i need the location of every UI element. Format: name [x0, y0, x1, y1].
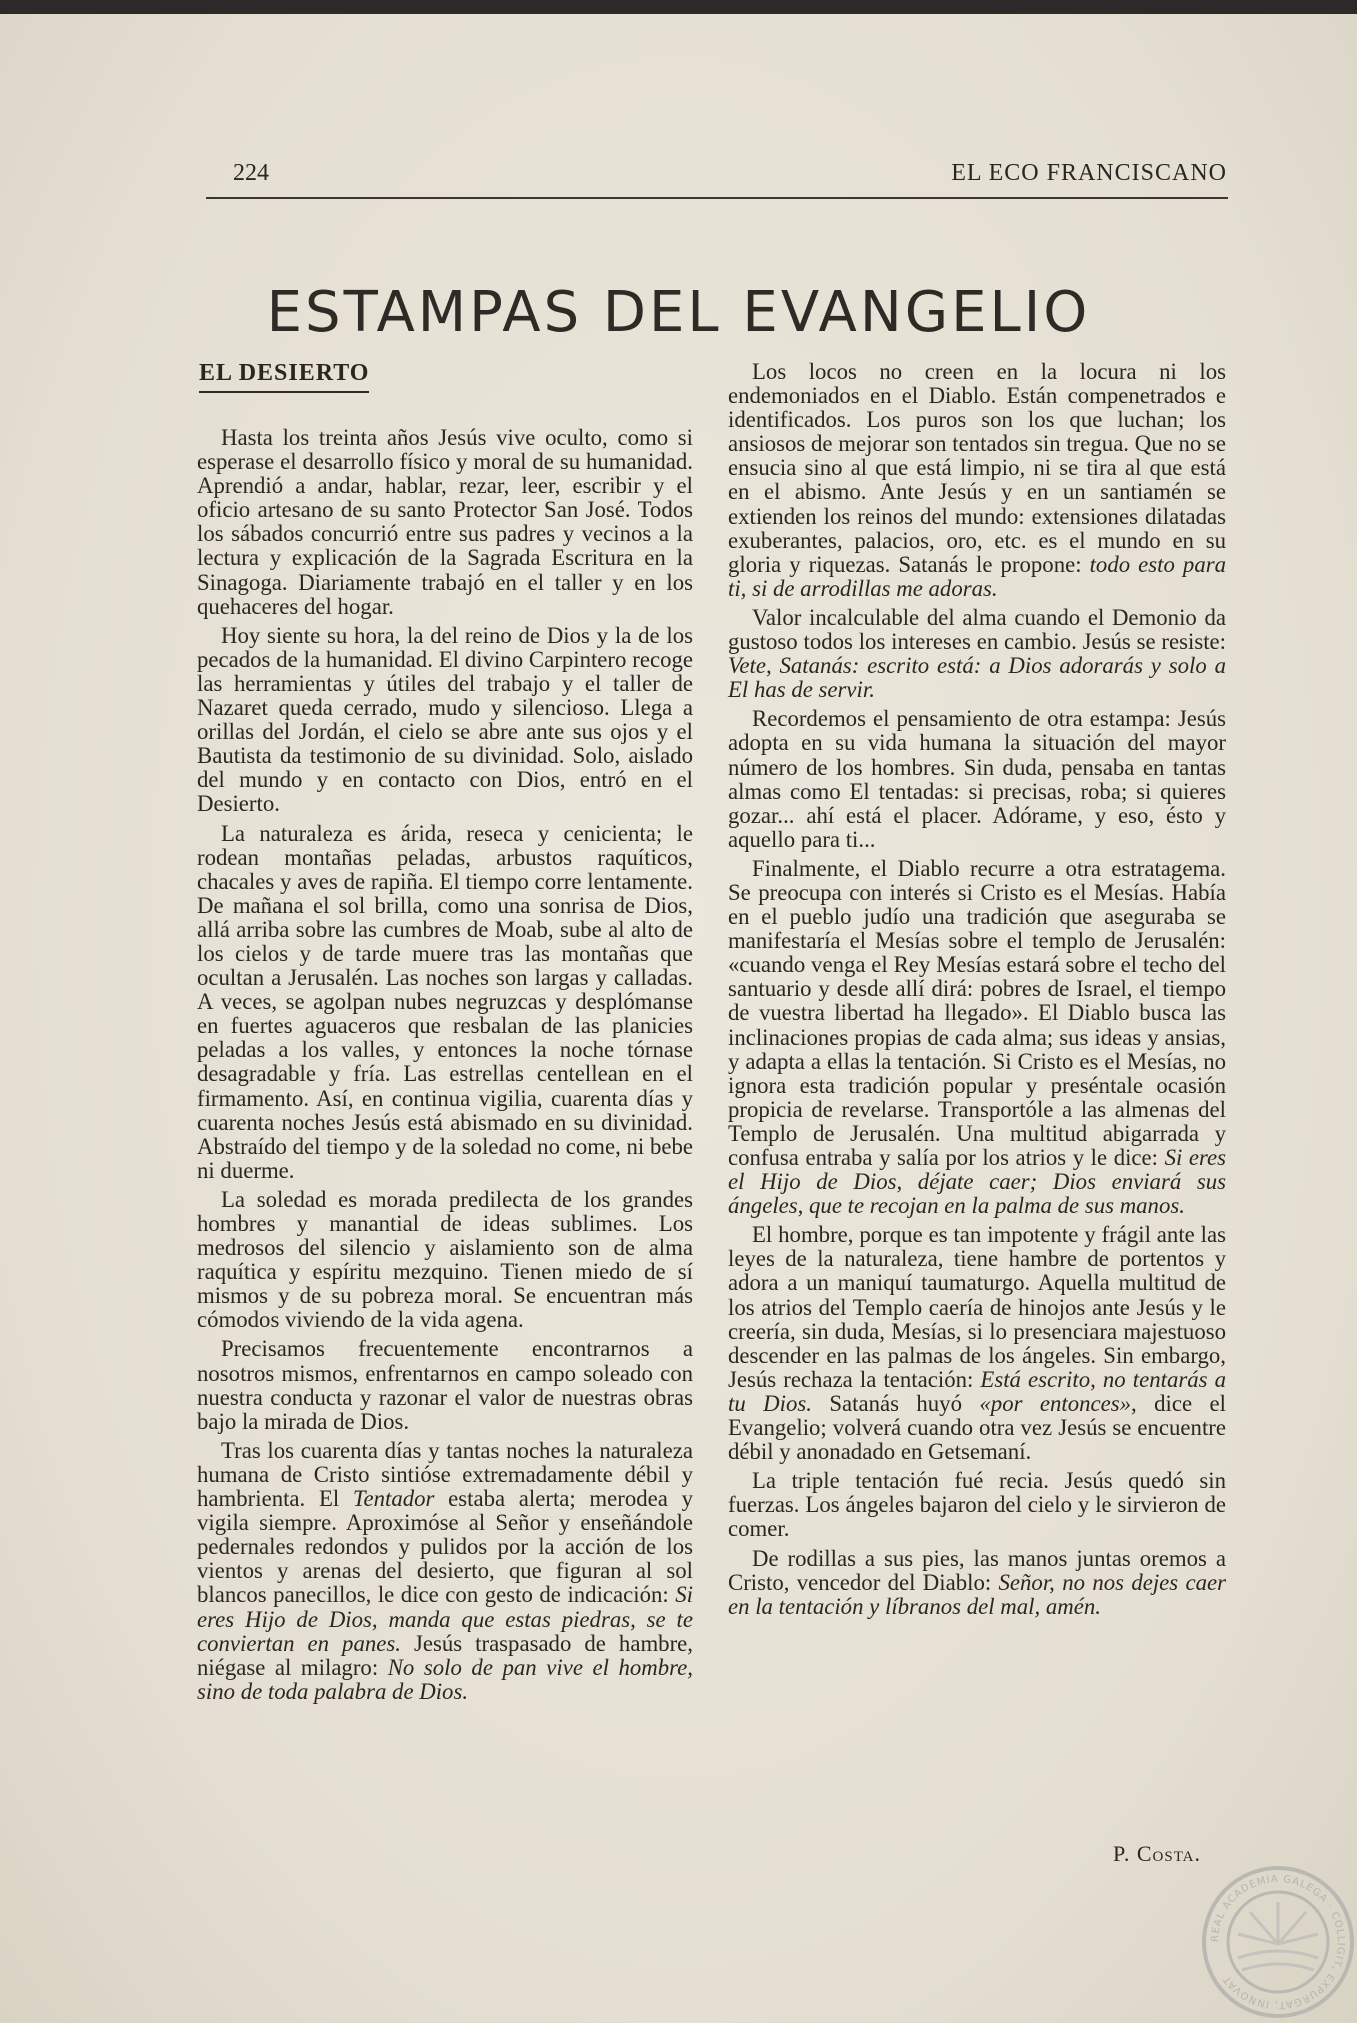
article-title: ESTAMPAS DEL EVANGELIO: [266, 279, 1091, 345]
paragraph: La soledad es morada predilecta de los grandes hombres y manantial de ideas sublimes. Los medrosos del silencio y aislamiento son de alma raquítica y espíritu mezquino. Tienen miedo de sí mismos y de su pobreza moral. Se encuentran más cómodos viviendo de la vida agena.: [197, 1186, 693, 1333]
paragraph: Precisamos frecuentemente encontrarnos a nosotros mismos, enfrentarnos en campo soleado con nuestra conducta y razonar el valor de nuestras obras bajo la mirada de Dios.: [197, 1336, 693, 1434]
paragraph: [728, 857, 1226, 1218]
journal-title: EL ECO FRANCISCANO: [951, 160, 1227, 186]
left-column: [197, 426, 693, 1709]
paragraph: [728, 606, 1226, 702]
text-run: estaba alerta; merodea y vigila siempre. Aproximóse al Señor y enseñándole pedernales redondos y pulidos por la acción de los vientos y arenas del desierto, que figuran al sol blancos panecillos, le dice con gesto de indicación:: [197, 1486, 693, 1608]
italic-run: Tentador: [352, 1486, 435, 1512]
paragraph: [728, 1547, 1226, 1619]
italic-run: todo esto para ti, si de arrodillas me adoras.: [728, 551, 1226, 601]
paragraph: Recordemos el pensamiento de otra estampa: Jesús adopta en su vida humana la situación del mayor número de los hombres. Sin duda, pensaba en tantas almas como El tentadas: si precisas, roba; si quieres gozar... ahí está el placer. Adórame, y eso, ésto y aquello para ti...: [728, 706, 1226, 852]
text-run: Satanás huyó: [811, 1390, 980, 1416]
text-run: , dice el Evangelio; volverá cuando otra vez Jesús se encuentre débil y anonadado en Getsemaní.: [728, 1390, 1226, 1465]
paragraph: La naturaleza es árida, reseca y cenicienta; le rodean montañas peladas, arbustos raquíticos, chacales y aves de rapiña. El tiempo corre lentamente. De mañana el sol brilla, como una sonrisa de Dios, allá arriba sobre las cumbres de Moab, sube al alto de los cielos y de tarde muere tras las montañas que ocultan a Jerusalén. Las noches son largas y calladas. A veces, se agolpan nubes negruzcas y desplómanse en fuertes aguaceros que resbalan de las planicies peladas a los valles, y entonces la noche tórnase desagradable y fría. Las estrellas centellean en el firmamento. Así, en continua vigilia, cuarenta días y cuarenta noches Jesús está abismado en su divinidad. Abstraído del tiempo y de la soledad no come, ni bebe ni duerme.: [197, 820, 693, 1183]
section-heading: EL DESIERTO: [199, 360, 369, 393]
page-number: 224: [233, 160, 269, 186]
text-run: Valor incalculable del alma cuando el Demonio da gustoso todos los intereses en cambio. Jesús se resiste:: [728, 604, 1226, 655]
italic-run: Si eres Hijo de Dios, manda que estas piedras, se te conviertan en panes.: [197, 1582, 693, 1656]
document-page: [0, 14, 1357, 2023]
paragraph: La triple tentación fué recia. Jesús quedó sin fuerzas. Los ángeles bajaron del cielo y le sirvieron de comer.: [728, 1468, 1226, 1542]
right-column: [728, 360, 1226, 1624]
text-run: Jesús traspasado de hambre, niégase al milagro:: [197, 1630, 693, 1680]
author-signature: P. Costa.: [1113, 1841, 1201, 1866]
paragraph: Hoy siente su hora, la del reino de Dios y la de los pecados de la humanidad. El divino Carpintero recoge las herramientas y útiles del trabajo y el taller de Nazaret queda cerrado, mudo y silencioso. Llega a orillas del Jordán, el cielo se abre ante sus ojos y el Bautista da testimonio de su divinidad. Solo, aislado del mundo y en contacto con Dios, entró en el Desierto.: [197, 622, 693, 817]
paragraph: [728, 360, 1226, 601]
italic-run: Señor, no nos dejes caer en la tentación y líbranos del mal, amén.: [728, 1569, 1226, 1619]
text-run: Tras los cuarenta días y tantas noches la naturaleza humana de Cristo sintióse extremadamente débil y hambrienta. El: [197, 1437, 693, 1512]
text-run: El hombre, porque es tan impotente y frágil ante las leyes de la naturaleza, tiene hambre de portentos y adora a un maniquí taumaturgo. Aquella multitud de los atrios del Templo caería de hinojos ante Jesús y le creería, sin duda, Mesías, si lo presenciara majestuoso descender en las palmas de los ángeles. Sin embargo, Jesús rechaza la tentación:: [728, 1222, 1226, 1392]
text-run: De rodillas a sus pies, las manos juntas oremos a Cristo, vencedor del Diablo:: [728, 1545, 1226, 1595]
italic-run: Vete, Satanás: escrito está: a Dios adorarás y solo a El has de servir.: [728, 653, 1226, 703]
text-run: Finalmente, el Diablo recurre a otra estratagema. Se preocupa con interés si Cristo es el Mesías. Había en el pueblo judío una tradición que aseguraba se manifestaría el Mesías sobre el templo de Jerusalén: «cuando venga el Rey Mesías estará sobre el techo del santuario y desde allí dirá: pobres de Israel, el tiempo de vuestra libertad ha llegado». El Diablo busca las inclinaciones propias de cada alma; sus ideas y ansias, y adapta a ellas la tentación. Si Cristo es el Mesías, no ignora esta tradición popular y preséntale ocasión propicia de revelarse. Transportóle a las almenas del Templo de Jerusalén. Una multitud abigarrada y confusa entraba y salía por los atrios y le dice:: [728, 855, 1226, 1170]
seal-text: REAL ACADEMIA GALEGA · COLLIGIT, EXPURGAT, INNOVAT: [1209, 1873, 1347, 2011]
academy-seal-stamp: [1198, 1862, 1357, 2022]
italic-run: Está escrito, no tentarás a tu Dios.: [728, 1366, 1226, 1416]
text-run: Los locos no creen en la locura ni los endemoniados en el Diablo. Están compenetrados e identificados. Los puros son los que luchan; los ansiosos de mejorar son tentados sin tregua. Que no se ensucia sino al que está limpio, ni se tira al que está en el abismo. Ante Jesús y en un santiamén se extienden los reinos del mundo: extensiones dilatadas exuberantes, palacios, oro, etc. es el mundo en su gloria y riquezas. Satanás le propone:: [728, 359, 1226, 577]
italic-run: «por entonces»: [979, 1390, 1132, 1416]
italic-run: No solo de pan vive el hombre, sino de toda palabra de Dios.: [197, 1654, 693, 1704]
italic-run: Si eres el Hijo de Dios, déjate caer; Dios enviará sus ángeles, que te recojan en la palma de sus manos.: [728, 1145, 1226, 1219]
paragraph: [197, 1439, 693, 1704]
paragraph: [728, 1223, 1226, 1464]
header-rule: [206, 197, 1228, 199]
paragraph: Hasta los treinta años Jesús vive oculto, como si esperase el desarrollo físico y moral de su humanidad. Aprendió a andar, hablar, rezar, leer, escribir y el oficio artesano de su santo Protector San José. Todos los sábados concurrió entre sus padres y vecinos a la lectura y explicación de la Sagrada Escritura en la Sinagoga. Diariamente trabajó en el taller y en los quehaceres del hogar.: [197, 425, 693, 619]
